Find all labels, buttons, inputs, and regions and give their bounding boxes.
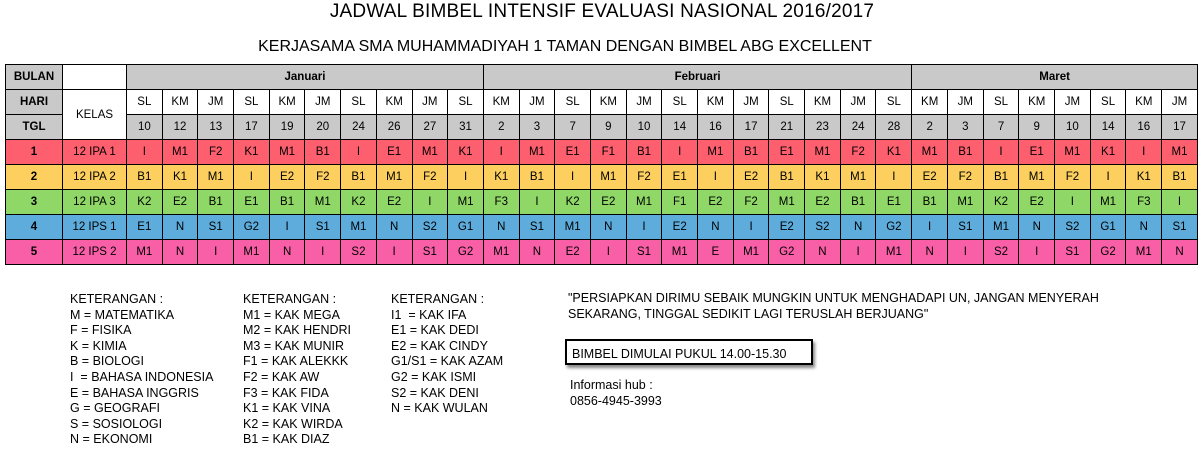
schedule-cell: B1 [733,140,769,165]
row-class: 12 IPA 3 [63,190,127,215]
schedule-cell: N [519,240,555,265]
schedule-cell: I [341,140,377,165]
row-class: 12 IPS 2 [63,240,127,265]
legend-item: M2 = KAK HENDRI [243,323,352,338]
day-cell: KM [1019,90,1055,115]
schedule-cell: N [912,240,948,265]
schedule-cell: K1 [483,165,519,190]
schedule-cell: I [626,215,662,240]
schedule-cell: E2 [912,165,948,190]
day-cell: JM [305,90,341,115]
schedule-cell: N [269,240,305,265]
schedule-cell: M1 [698,140,734,165]
date-cell: 2 [912,115,948,140]
schedule-cell: K1 [1090,140,1126,165]
schedule-cell: E2 [269,165,305,190]
legend-item: N = KAK WULAN [391,401,488,416]
schedule-cell: M1 [1055,140,1091,165]
legend-item: F1 = KAK ALEKKK [243,354,349,369]
date-cell: 20 [305,115,341,140]
date-cell: 16 [698,115,734,140]
schedule-cell: S1 [519,215,555,240]
legend-item: K = KIMIA [70,338,127,353]
schedule-cell: N [1019,215,1055,240]
schedule-cell: G2 [234,215,270,240]
schedule-cell: I [1162,190,1198,215]
legend-item: E1 = KAK DEDI [391,323,479,338]
schedule-cell: I [1055,190,1091,215]
schedule-cell: B1 [198,190,234,215]
date-cell: 9 [1019,115,1055,140]
day-cell: KM [590,90,626,115]
time-note-box: BIMBEL DIMULAI PUKUL 14.00-15.30 [565,339,813,365]
schedule-cell: S1 [305,215,341,240]
schedule-cell: M1 [626,190,662,215]
page-title: JADWAL BIMBEL INTENSIF EVALUASI NASIONAL 2016/2017 [329,1,875,22]
legend-item: F2 = KAK AW [243,369,320,384]
schedule-cell: E1 [1019,140,1055,165]
schedule-cell: E2 [662,215,698,240]
day-cell: KM [376,90,412,115]
schedule-cell: S1 [412,240,448,265]
date-cell: 3 [519,115,555,140]
schedule-cell: I [376,240,412,265]
schedule-cell: K2 [341,190,377,215]
hari-label: HARI [6,90,63,115]
schedule-cell: N [376,215,412,240]
date-cell: 27 [412,115,448,140]
schedule-cell: S1 [1162,215,1198,240]
date-cell: 17 [234,115,270,140]
schedule-cell: S1 [626,240,662,265]
schedule-cell: I [412,190,448,215]
schedule-cell: B1 [519,165,555,190]
schedule-cell: F3 [483,190,519,215]
schedule-cell: I [198,240,234,265]
schedule-cell: M1 [269,140,305,165]
date-cell: 24 [341,115,377,140]
schedule-cell: M1 [305,190,341,215]
day-cell: KM [1126,90,1162,115]
day-cell: JM [198,90,234,115]
schedule-cell: I [519,190,555,215]
day-cell: SL [1090,90,1126,115]
date-cell: 10 [626,115,662,140]
schedule-cell: M1 [1162,140,1198,165]
schedule-cell: G2 [769,240,805,265]
day-cell: KM [805,90,841,115]
schedule-cell: E1 [376,140,412,165]
schedule-cell: F2 [626,165,662,190]
legend-item: I = BAHASA INDONESIA [70,369,214,384]
day-cell: JM [733,90,769,115]
schedule-cell: M1 [1126,240,1162,265]
legend-heading: KETERANGAN : [243,292,337,306]
legend-heading: KETERANGAN : [70,292,164,306]
schedule-cell: B1 [840,190,876,215]
tgl-label: TGL [6,115,63,140]
schedule-cell: F2 [198,140,234,165]
month-header: Februari [483,65,911,90]
legend-item: S = SOSIOLOGI [70,416,163,431]
row-number: 1 [6,140,63,165]
schedule-cell: E1 [876,190,912,215]
legend-item: I1 = KAK IFA [391,307,467,322]
date-cell: 10 [1055,115,1091,140]
schedule-cell: E1 [662,165,698,190]
date-cell: 24 [840,115,876,140]
legend-item: S2 = KAK DENI [391,385,479,400]
schedule-cell: I [698,165,734,190]
schedule-cell: E [698,240,734,265]
schedule-cell: F2 [948,165,984,190]
schedule-cell: M1 [1090,190,1126,215]
legend-item: E2 = KAK CINDY [391,338,488,353]
date-cell: 14 [662,115,698,140]
schedule-cell: M1 [769,190,805,215]
schedule-cell: I [448,165,484,190]
date-cell: 7 [983,115,1019,140]
schedule-cell: M1 [662,240,698,265]
schedule-cell: F1 [590,140,626,165]
schedule-cell: F2 [840,140,876,165]
schedule-cell: M1 [840,165,876,190]
schedule-cell: I [662,140,698,165]
schedule-cell: I [269,215,305,240]
schedule-cell: I [590,240,626,265]
day-cell: KM [698,90,734,115]
legend-item: G2 = KAK ISMI [391,369,477,384]
schedule-cell: B1 [626,140,662,165]
schedule-cell: M1 [590,165,626,190]
row-number: 5 [6,240,63,265]
schedule-cell: I [305,240,341,265]
schedule-cell: I [876,165,912,190]
schedule-cell: B1 [769,165,805,190]
schedule-cell: N [805,240,841,265]
schedule-cell: N [698,215,734,240]
schedule-cell: N [483,215,519,240]
legend-items [391,308,503,417]
schedule-cell: S2 [341,240,377,265]
date-cell: 14 [1090,115,1126,140]
schedule-cell: S2 [983,240,1019,265]
schedule-cell: E2 [1019,190,1055,215]
day-cell: SL [341,90,377,115]
day-cell: SL [983,90,1019,115]
contact-label: Informasi hub : [570,378,653,392]
legend-item: E = BAHASA INGGRIS [70,385,199,400]
schedule-table [5,64,1198,265]
date-header-row [6,115,1198,140]
kelas-blank [63,65,127,90]
schedule-cell: B1 [983,165,1019,190]
date-cell: 7 [555,115,591,140]
day-cell: JM [412,90,448,115]
class-row [6,165,1198,190]
schedule-cell: S1 [948,215,984,240]
legend-item: M = MATEMATIKA [70,307,175,322]
schedule-cell: E1 [769,140,805,165]
schedule-cell: I [912,215,948,240]
schedule-cell: B1 [948,140,984,165]
schedule-cell: G1 [1090,215,1126,240]
schedule-cell: I [948,240,984,265]
kelas-label: KELAS [63,90,127,140]
schedule-cell: E2 [805,190,841,215]
class-row [6,240,1198,265]
legend-item: B = BIOLOGI [70,354,144,369]
contact-info [570,377,662,409]
schedule-cell: M1 [162,140,198,165]
schedule-cell: I [1090,165,1126,190]
schedule-cell: I [733,215,769,240]
schedule-cell: K1 [1126,165,1162,190]
day-cell: SL [662,90,698,115]
row-class: 12 IPA 1 [63,140,127,165]
schedule-cell: F2 [1055,165,1091,190]
date-cell: 12 [162,115,198,140]
legend-item: F3 = KAK FIDA [243,385,329,400]
schedule-cell: E2 [555,240,591,265]
schedule-cell: I [234,165,270,190]
schedule-cell: B1 [912,190,948,215]
schedule-cell: K1 [162,165,198,190]
schedule-cell: M1 [519,140,555,165]
schedule-cell: K1 [234,140,270,165]
date-cell: 13 [198,115,234,140]
schedule-cell: E2 [162,190,198,215]
schedule-cell: M1 [912,140,948,165]
schedule-cell: N [1126,215,1162,240]
date-cell: 26 [376,115,412,140]
schedule-cell: B1 [341,165,377,190]
schedule-cell: K2 [983,190,1019,215]
day-cell: JM [1055,90,1091,115]
schedule-cell: I [840,240,876,265]
row-number: 2 [6,165,63,190]
legend-subjects [70,292,213,448]
legend-item: B1 = KAK DIAZ [243,432,330,447]
schedule-cell: B1 [269,190,305,215]
legend-tutors-2 [391,292,503,417]
day-cell: KM [269,90,305,115]
contact-phone: 0856-4945-3993 [570,394,662,408]
schedule-cell: F2 [412,165,448,190]
legend-heading: KETERANGAN : [391,292,485,306]
schedule-cell: K2 [555,190,591,215]
day-cell: JM [840,90,876,115]
day-cell: SL [555,90,591,115]
day-cell: SL [769,90,805,115]
day-cell: JM [1162,90,1198,115]
date-cell: 17 [1162,115,1198,140]
class-row [6,190,1198,215]
schedule-cell: M1 [983,215,1019,240]
legend-items [243,308,351,448]
legend-item: M1 = KAK MEGA [243,307,340,322]
legend-item: F = FISIKA [70,323,132,338]
schedule-cell: M1 [876,240,912,265]
day-cell: SL [448,90,484,115]
schedule-cell: I [983,140,1019,165]
legend-item: G1/S1 = KAK AZAM [391,354,504,369]
schedule-cell: I [555,165,591,190]
class-row [6,140,1198,165]
date-cell: 31 [448,115,484,140]
schedule-cell: E2 [590,190,626,215]
day-cell: KM [483,90,519,115]
legend-tutors-1 [243,292,351,448]
month-header-row [6,65,1198,90]
schedule-cell: E2 [769,215,805,240]
motivation-quote: "PERSIAPKAN DIRIMU SEBAIK MUNGKIN UNTUK MENGHADAPI UN, JANGAN MENYERAH SEKARANG, TINGGAL SEDIKIT LAGI TERUSLAH BERJUANG" [568,291,1099,321]
schedule-cell: E1 [127,215,163,240]
schedule-cell: F2 [305,165,341,190]
schedule-cell: S1 [198,215,234,240]
day-cell: JM [626,90,662,115]
date-cell: 21 [769,115,805,140]
schedule-cell: E2 [733,165,769,190]
class-row [6,215,1198,240]
day-cell: KM [912,90,948,115]
date-cell: 2 [483,115,519,140]
date-cell: 19 [269,115,305,140]
legend-item: M3 = KAK MUNIR [243,338,345,353]
schedule-cell: M1 [555,215,591,240]
schedule-cell: M1 [483,240,519,265]
schedule-cell: E1 [234,190,270,215]
schedule-cell: F2 [733,190,769,215]
schedule-cell: F1 [662,190,698,215]
schedule-cell: S2 [412,215,448,240]
date-cell: 9 [590,115,626,140]
legend-item: G = GEOGRAFI [70,401,160,416]
schedule-cell: M1 [733,240,769,265]
day-cell: KM [162,90,198,115]
schedule-cell: G1 [448,215,484,240]
date-cell: 16 [1126,115,1162,140]
schedule-cell: N [162,215,198,240]
schedule-cell: M1 [198,165,234,190]
schedule-cell: K2 [127,190,163,215]
schedule-cell: E1 [555,140,591,165]
bulan-label: BULAN [6,65,63,90]
day-header-row [6,90,1198,115]
schedule-cell: M1 [341,215,377,240]
schedule-cell: B1 [1162,165,1198,190]
schedule-cell: K1 [448,140,484,165]
schedule-cell: I [127,140,163,165]
legend-item: K1 = KAK VINA [243,401,331,416]
row-class: 12 IPA 2 [63,165,127,190]
schedule-cell: N [590,215,626,240]
schedule-cell: I [1126,140,1162,165]
schedule-cell: N [1162,240,1198,265]
date-cell: 17 [733,115,769,140]
date-cell: 3 [948,115,984,140]
legend-item: N = EKONOMI [70,432,153,447]
legend-items [70,308,213,448]
schedule-cell: M1 [805,140,841,165]
legend-item: K2 = KAK WIRDA [243,416,343,431]
schedule-cell: E2 [376,190,412,215]
schedule-cell: F3 [1126,190,1162,215]
day-cell: SL [234,90,270,115]
row-number: 3 [6,190,63,215]
schedule-cell: S1 [1055,240,1091,265]
schedule-cell: N [162,240,198,265]
schedule-cell: E2 [698,190,734,215]
schedule-cell: S2 [805,215,841,240]
schedule-cell: G2 [448,240,484,265]
schedule-cell: B1 [305,140,341,165]
day-cell: JM [948,90,984,115]
schedule-cell: K1 [876,140,912,165]
schedule-cell: G2 [876,215,912,240]
date-cell: 28 [876,115,912,140]
schedule-cell: I [483,140,519,165]
schedule-cell: M1 [234,240,270,265]
row-number: 4 [6,215,63,240]
schedule-cell: S2 [1055,215,1091,240]
schedule-cell: M1 [412,140,448,165]
date-cell: 10 [127,115,163,140]
schedule-cell: M1 [376,165,412,190]
row-class: 12 IPS 1 [63,215,127,240]
date-cell: 23 [805,115,841,140]
month-header: Maret [912,65,1198,90]
month-header: Januari [127,65,484,90]
day-cell: SL [876,90,912,115]
schedule-cell: K1 [805,165,841,190]
schedule-cell: I [1019,240,1055,265]
schedule-cell: M1 [448,190,484,215]
schedule-cell: B1 [127,165,163,190]
schedule-cell: M1 [127,240,163,265]
schedule-cell: M1 [948,190,984,215]
day-cell: SL [127,90,163,115]
schedule-cell: G2 [1090,240,1126,265]
page-subtitle: KERJASAMA SMA MUHAMMADIYAH 1 TAMAN DENGAN BIMBEL ABG EXCELLENT [258,38,872,55]
day-cell: JM [519,90,555,115]
schedule-cell: M1 [1019,165,1055,190]
schedule-cell: N [840,215,876,240]
